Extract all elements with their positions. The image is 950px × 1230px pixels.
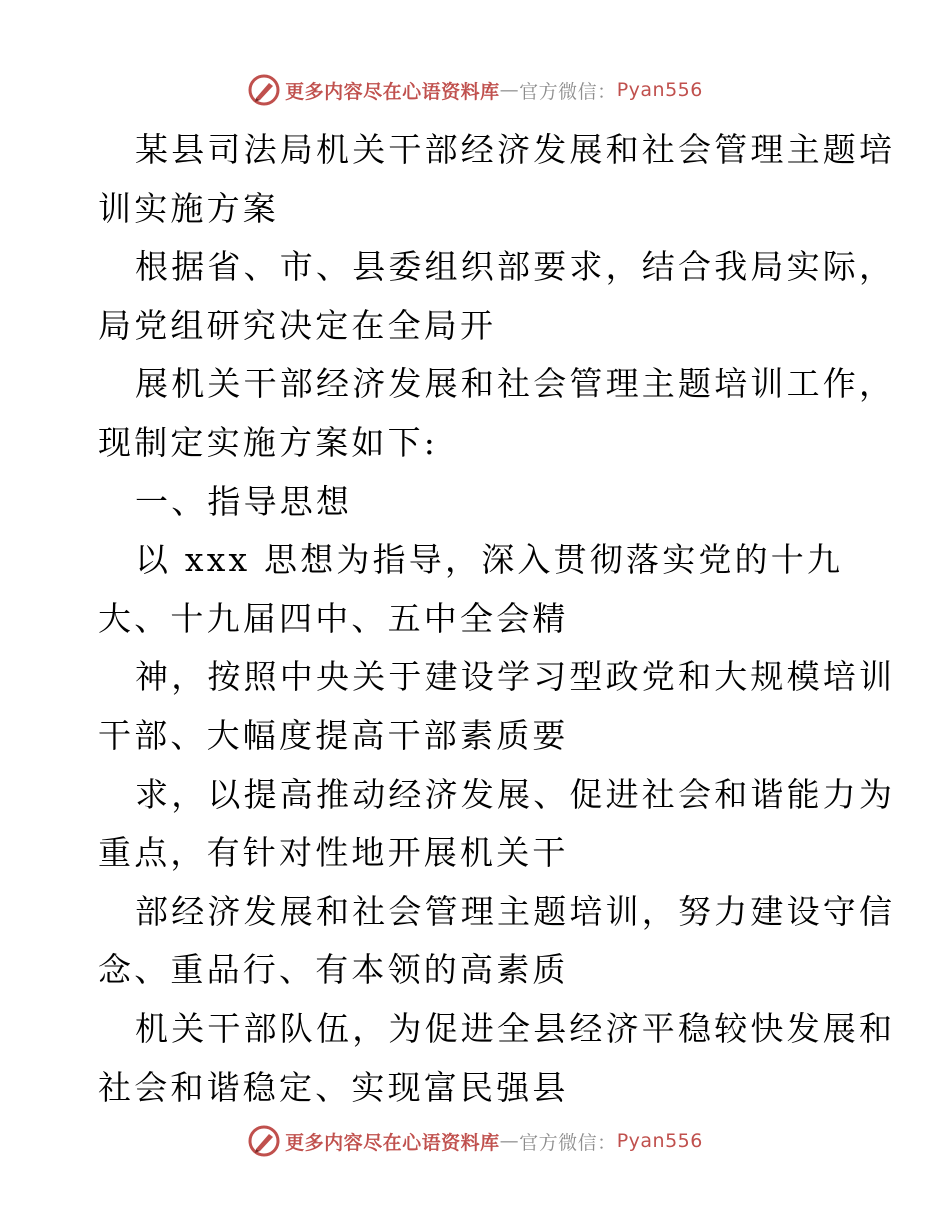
doc-paragraph-line: 求，以提高推动经济发展、促进社会和谐能力为 <box>135 774 896 814</box>
doc-section-heading: 一、指导思想 <box>135 481 353 521</box>
doc-paragraph-line: 局党组研究决定在全局开 <box>98 305 497 345</box>
watermark-site-name: 更多内容尽在心语资料库 <box>285 1131 500 1154</box>
doc-paragraph-line: 念、重品行、有本领的高素质 <box>98 950 569 990</box>
doc-title-line-2: 训实施方案 <box>98 188 279 228</box>
doc-paragraph-line: 社会和谐稳定、实现富民强县 <box>98 1067 569 1107</box>
watermark-header <box>0 70 950 110</box>
watermark-site-name: 更多内容尽在心语资料库 <box>285 80 500 103</box>
watermark-wechat-id: Pyan556 <box>616 79 703 101</box>
doc-paragraph-line: 展机关干部经济发展和社会管理主题培训工作， <box>135 364 896 404</box>
doc-paragraph-line: 神，按照中央关于建设学习型政党和大规模培训 <box>135 657 896 697</box>
doc-paragraph-line: 干部、大幅度提高干部素质要 <box>98 715 569 755</box>
watermark-footer <box>0 1121 950 1161</box>
doc-paragraph-line: 以 xxx 思想为指导，深入贯彻落实党的十九 <box>135 540 844 580</box>
watermark-wechat-label: 官方微信： <box>519 1131 617 1154</box>
doc-title-line-1: 某县司法局机关干部经济发展和社会管理主题培 <box>135 130 896 169</box>
watermark-dash: — <box>499 1130 520 1152</box>
doc-paragraph-line: 根据省、市、县委组织部要求，结合我局实际， <box>135 247 896 287</box>
watermark-dash: — <box>499 79 520 101</box>
doc-paragraph-line: 机关干部队伍，为促进全县经济平稳较快发展和 <box>135 1008 896 1048</box>
document-body <box>98 121 896 1117</box>
doc-paragraph-line: 部经济发展和社会管理主题培训，努力建设守信 <box>135 891 896 931</box>
pen-logo-icon <box>247 1124 281 1158</box>
pen-logo-icon <box>247 73 281 107</box>
watermark-wechat-id: Pyan556 <box>616 1130 703 1152</box>
doc-paragraph-line: 大、十九届四中、五中全会精 <box>98 598 569 638</box>
doc-paragraph-line: 重点，有针对性地开展机关干 <box>98 833 569 873</box>
watermark-wechat-label: 官方微信： <box>519 80 617 103</box>
doc-paragraph-line: 现制定实施方案如下: <box>98 422 439 462</box>
